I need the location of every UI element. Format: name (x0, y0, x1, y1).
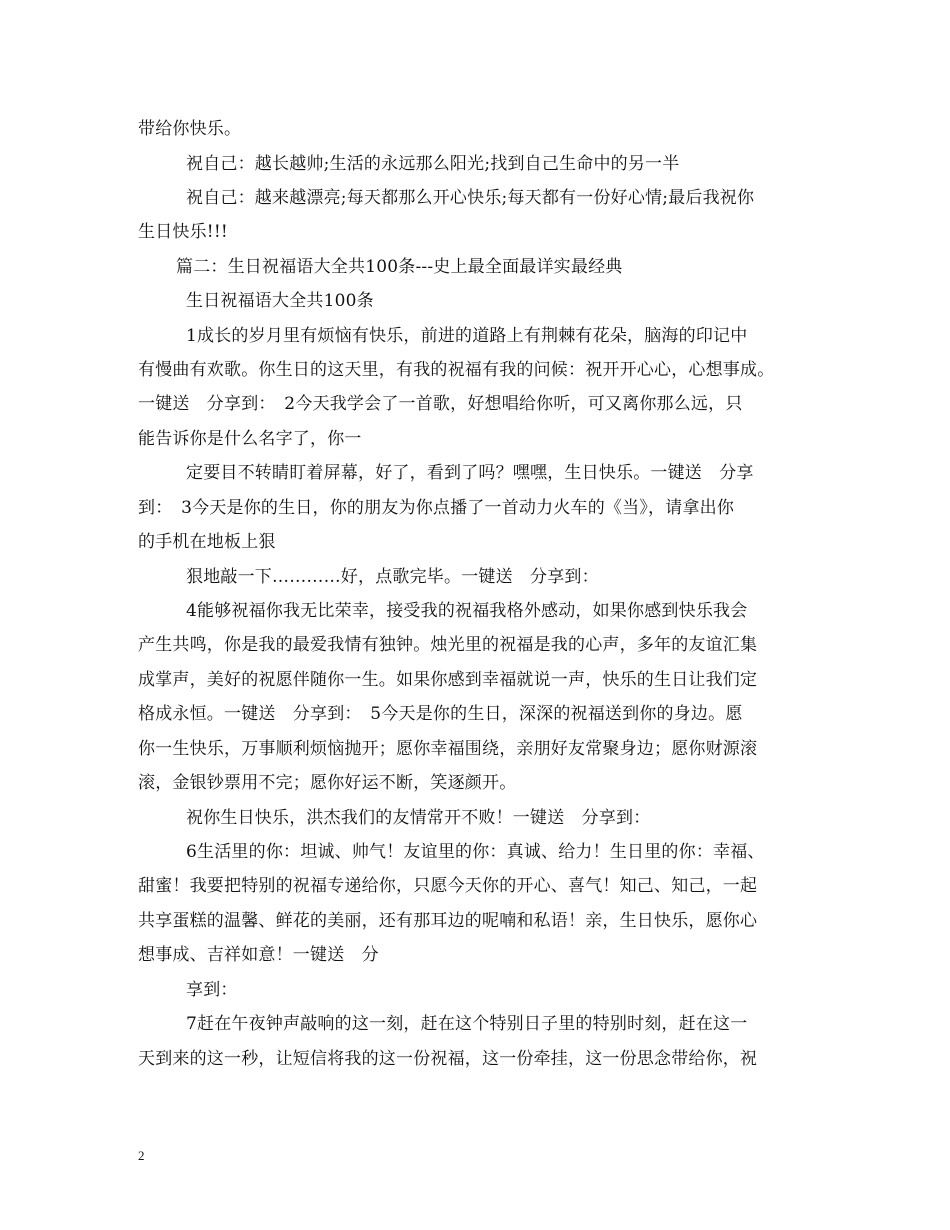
text-line: 滚，金银钞票用不完；愿你好运不断，笑逐颜开。 (138, 773, 517, 793)
subheading: 生日祝福语大全共100条 (186, 291, 374, 311)
text-line: 一键送 分享到： 2今天我学会了一首歌，好想唱给你听，可又离你那么远，只 (138, 394, 743, 414)
text-line: 生日快乐!!! (138, 222, 228, 242)
text-line: 6生活里的你：坦诚、帅气！友谊里的你：真诚、给力！生日里的你：幸福、 (186, 842, 765, 862)
text-line: 你一生快乐，万事顺利烦恼抛开；愿你幸福围绕，亲朋好友常聚身边；愿你财源滚 (138, 739, 758, 759)
text-line: 甜蜜！我要把特别的祝福专递给你，只愿今天你的开心、喜气！知己、知己，一起 (138, 876, 758, 896)
text-line: 想事成、吉祥如意！一键送 分 (138, 945, 379, 965)
text-line: 到： 3今天是你的生日，你的朋友为你点播了一首动力火车的《当》，请拿出你 (138, 498, 735, 518)
text-line: 能告诉你是什么名字了，你一 (138, 429, 362, 449)
text-line: 1成长的岁月里有烦恼有快乐，前进的道路上有荆棘有花朵，脑海的印记中 (186, 326, 748, 346)
text-line: 7赶在午夜钟声敲响的这一刻，赶在这个特别日子里的特别时刻，赶在这一 (186, 1014, 748, 1034)
text-line: 成掌声，美好的祝愿伴随你一生。如果你感到幸福就说一声，快乐的生日让我们定 (138, 670, 758, 690)
text-line: 共享蛋糕的温馨、鲜花的美丽，还有那耳边的呢喃和私语！亲，生日快乐，愿你心 (138, 911, 758, 931)
text-line: 祝自己：越长越帅;生活的永远那么阳光;找到自己生命中的另一半 (186, 154, 680, 174)
text-line: 有慢曲有欢歌。你生日的这天里，有我的祝福有我的问候：祝开开心心，心想事成。 (138, 360, 775, 380)
text-line: 祝自己：越来越漂亮;每天都那么开心快乐;每天都有一份好心情;最后我祝你 (186, 188, 755, 208)
text-line: 天到来的这一秒，让短信将我的这一份祝福，这一份牵挂，这一份思念带给你，祝 (138, 1049, 758, 1069)
page-number: 2 (138, 1148, 145, 1163)
text-line: 格成永恒。一键送 分享到： 5今天是你的生日，深深的祝福送到你的身边。愿 (138, 704, 743, 724)
text-line: 带给你快乐。 (138, 119, 242, 139)
text-line: 产生共鸣，你是我的最爱我情有独钟。烛光里的祝福是我的心声，多年的友谊汇集 (138, 635, 758, 655)
text-line: 定要目不转睛盯着屏幕，好了，看到了吗？嘿嘿，生日快乐。一键送 分享 (186, 463, 754, 483)
text-line: 的手机在地板上狠 (138, 532, 276, 552)
text-line: 享到： (186, 980, 238, 1000)
text-line: 狠地敲一下…………好，点歌完毕。一键送 分享到： (186, 567, 599, 587)
text-line: 4能够祝福你我无比荣幸，接受我的祝福我格外感动，如果你感到快乐我会 (186, 601, 748, 621)
text-line: 祝你生日快乐，洪杰我们的友情常开不败！一键送 分享到： (186, 808, 651, 828)
section-heading: 篇二：生日祝福语大全共100条---史上最全面最详实最经典 (176, 257, 623, 277)
